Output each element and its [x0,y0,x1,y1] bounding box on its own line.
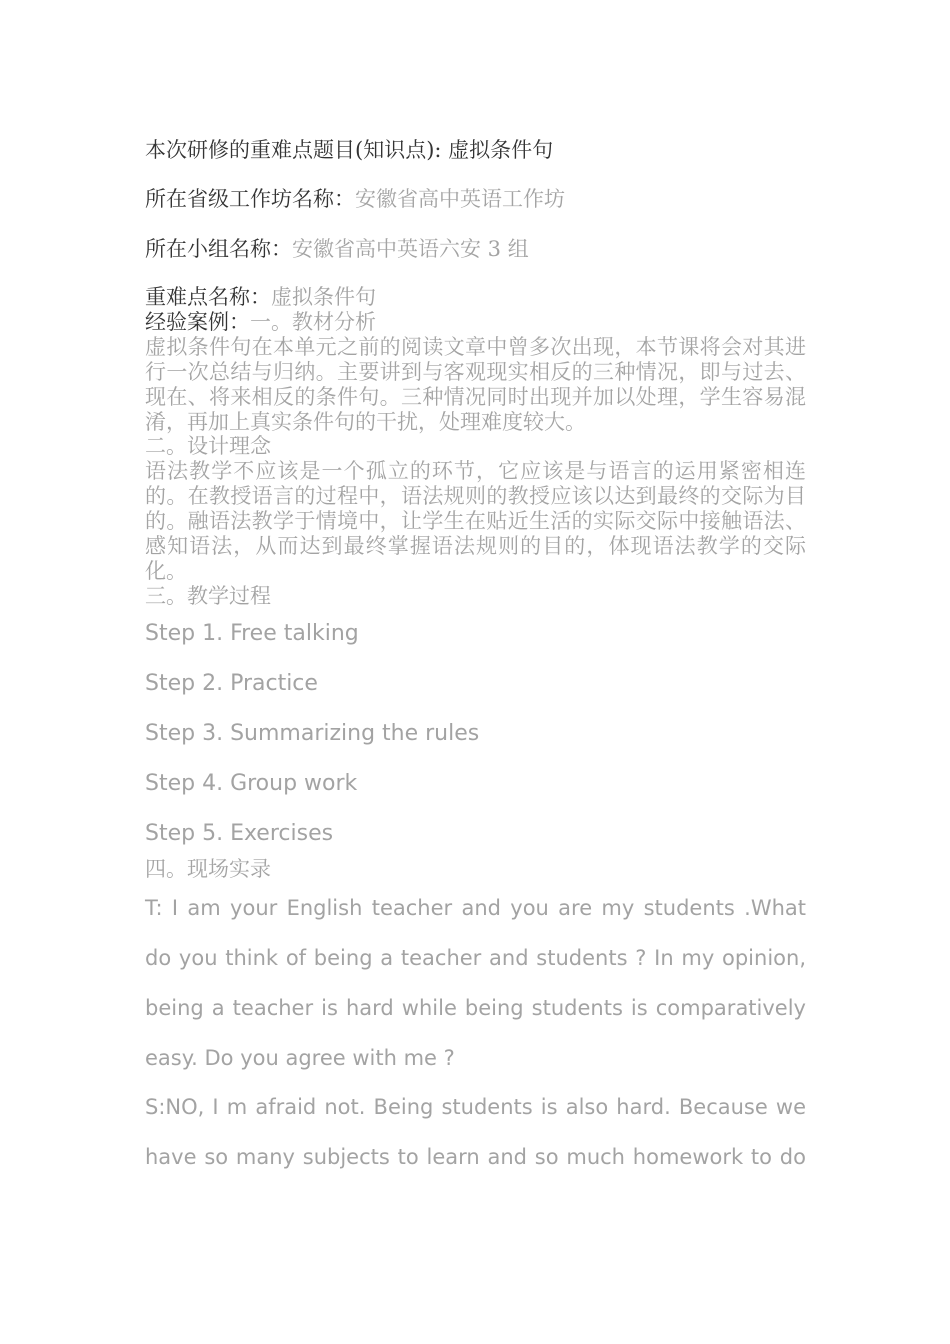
analysis-paragraph: 虚拟条件句在本单元之前的阅读文章中曾多次出现，本节课将会对其进行一次总结与归纳。主要讲到与客观现实相反的三种情况，即与过去、现在、将来相反的条件句。三种情况同时出现并加以处理，学生容易混淆，再加上真实条件句的干扰，处理难度较大。 [145,335,806,434]
case-value: 一。教材分析 [250,310,376,334]
step-item: Step 3. Summarizing the rules [145,721,480,746]
topic-label: 本次研修的重难点题目(知识点): [145,138,442,162]
group-value: 安徽省高中英语六安 3 组 [292,237,529,261]
process-heading: 三。教学过程 [145,584,271,608]
case-line [145,310,376,335]
dialogue-line: S:NO, I m afraid not. Being students is also hard. Because we [145,1095,806,1119]
group-line [145,237,529,262]
step-item: Step 5. Exercises [145,821,334,846]
dialogue-line: have so many subjects to learn and so much homework to do [145,1145,806,1169]
case-label: 经验案例： [145,310,250,334]
topic-value: 虚拟条件句 [441,138,554,162]
point-line [145,285,376,310]
step-item: Step 2. Practice [145,671,318,696]
workshop-line [145,187,565,212]
design-heading: 二。设计理念 [145,434,271,458]
topic-line [145,138,553,163]
design-paragraph: 语法教学不应该是一个孤立的环节，它应该是与语言的运用紧密相连的。在教授语言的过程中，语法规则的教授应该以达到最终的交际为目的。融语法教学于情境中，让学生在贴近生活的实际交际中接触语法、感知语法，从而达到最终掌握语法规则的目的，体现语法教学的交际化。 [145,459,806,583]
workshop-value: 安徽省高中英语工作坊 [355,187,565,211]
dialogue-line: easy. Do you agree with me ? [145,1046,455,1070]
dialogue-line: T: I am your English teacher and you are my students .What [145,896,806,920]
point-label: 重难点名称： [145,285,271,309]
record-heading: 四。现场实录 [145,857,271,881]
workshop-label: 所在省级工作坊名称： [145,187,355,211]
point-value: 虚拟条件句 [271,285,376,309]
dialogue-line: do you think of being a teacher and students ? In my opinion, [145,946,806,970]
dialogue-line: being a teacher is hard while being students is comparatively [145,996,806,1020]
group-label: 所在小组名称： [145,237,292,261]
step-item: Step 4. Group work [145,771,358,796]
step-item: Step 1. Free talking [145,621,359,646]
